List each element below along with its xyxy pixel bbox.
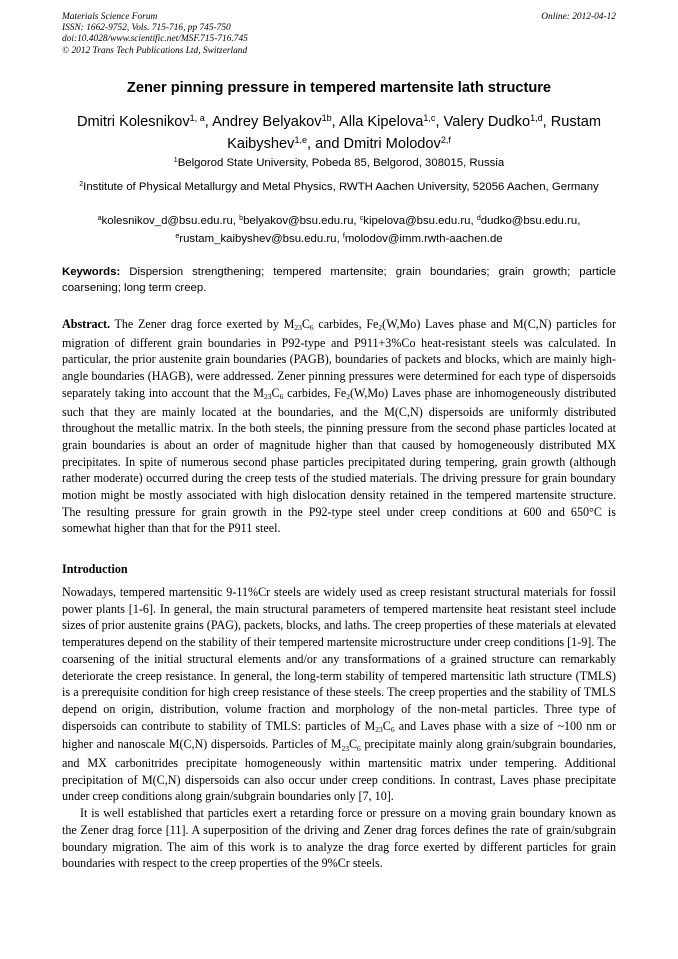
affiliation-text: Belgorod State University, Pobeda 85, Belgorod, 308015, Russia — [177, 157, 505, 169]
author-affiliation-marker: 1,e — [294, 135, 308, 146]
keywords-label: Keywords: — [62, 266, 121, 278]
abstract-label: Abstract. — [62, 317, 111, 331]
email-marker: f — [342, 233, 345, 241]
doi-line: doi:10.4028/www.scientific.net/MSF.715-716.745 — [62, 34, 248, 45]
issn-line: ISSN: 1662-9752, Vols. 715-716, pp 745-750 — [62, 23, 231, 34]
author-list: Dmitri Kolesnikov$^{1, a}$, Andrey Belyakov$^{1b}$, Alla Kipelova$^{1,c}$, Valery Dudko$^{1,d}$, Rustam Kaibyshev$^{1,e}$, and Dmitri Molodov$^{2,f}$ — [76, 113, 602, 152]
email-address: rustam_kaibyshev@bsu.edu.ru — [179, 233, 337, 245]
author-name: Valery Dudko — [443, 114, 531, 130]
email-marker: c — [359, 215, 364, 223]
email-marker: e — [175, 233, 180, 241]
email-marker: d — [476, 215, 481, 223]
author-name: Alla Kipelova — [338, 114, 424, 130]
introduction-body — [62, 584, 616, 872]
email-list: $^a$kolesnikov_d@bsu.edu.ru, $^b$belyakov@bsu.edu.ru, $^c$kipelova@bsu.edu.ru, $^d$dudko@bsu.edu.ru, $^e$rustam_kaibyshev@bsu.edu.ru, $^f$molodov@imm.rwth-aachen.de — [97, 215, 581, 245]
author-name: Andrey Belyakov — [212, 114, 322, 130]
journal-name: Materials Science Forum — [62, 12, 158, 22]
email-address: kolesnikov_d@bsu.edu.ru — [101, 215, 233, 227]
paper-title: Zener pinning pressure in tempered martensite lath structure — [126, 80, 552, 96]
paragraph: It is well established that particles exert a retarding force or pressure on a moving grain boundary known as the Zener drag force [11]. A superposition of the driving and Zener drag forces defines the rate of grain/subgrain boundary migration. The aim of this work is to analyze the drag force exerted by different particles for grain boundaries with respect to the creep properties of the 9%Cr steels. — [62, 806, 616, 871]
email-address: dudko@bsu.edu.ru — [480, 215, 578, 227]
running-header — [62, 12, 616, 57]
keywords — [62, 264, 616, 296]
email-address: kipelova@bsu.edu.ru — [363, 215, 471, 227]
affiliation-1 — [62, 155, 616, 173]
email-marker: a — [97, 215, 102, 223]
author-name: Dmitri Molodov — [343, 136, 441, 152]
author-affiliation-marker: 1,c — [423, 113, 436, 124]
affiliation-marker: 1 — [173, 157, 178, 165]
author-affiliation-marker: 2,f — [440, 135, 451, 146]
author-name: Rustam Kaibyshev — [227, 114, 602, 152]
affiliation-marker: 2 — [79, 181, 84, 189]
author-affiliation-marker: 1b — [321, 113, 332, 124]
affiliation-2 — [62, 179, 616, 197]
paragraph: Nowadays, tempered martensitic 9-11%Cr steels are widely used as creep resistant structural materials for fossil power plants [1-6]. In general, the main structural parameters of tempered martensite heat resistant steel include sizes of prior austenite grains (PAG), packets, blocks, and laths. The creep properties of these materials at elevated temperatures depend on the stability of their tempered martensite microstructure under creep conditions [1-9]. The coarsening of the initial structural elements and/or any transformations of a grained structure can remarkably deteriorate the creep resistance. In general, the long-term stability of tempered martensitic lath structure (TMLS) is a prerequisite condition for high creep resistance of these steels. The creep properties and the stability of TMLS depend on origin, distribution, volume fraction and morphology of the non-metal particles. Three type of dispersoids can contribute to stability of TMLS: particles of $M_{23}C_6$ and Laves phase with a size of ~100 nm or higher and nanoscale M(C,N) dispersoids. Particles of $M_{23}C_6$ precipitate mainly along grain/subgrain boundaries, and MX carbonitrides precipitate homogeneously within martensitic matrix under tempering. Additional precipitation of M(C,N) dispersoids can also occur under creep conditions. In contrast, Laves phase precipitate under creep conditions along grain/subgrain boundaries only [7, 10]. — [62, 585, 616, 804]
affiliation-text: Institute of Physical Metallurgy and Metal Physics, RWTH Aachen University, 52056 Aachen, Germany — [83, 181, 599, 193]
abstract-text: The Zener drag force exerted by $M_{23}C_6$ carbides, $Fe_2(W,Mo)$ Laves phase and M(C,N) particles for migration of different grain boundaries in P92-type and P911+3%Co heat-resistant steels was calculated. In particular, the prior austenite grain boundaries (PAGB), boundaries of packets and blocks, which are mainly high-angle boundaries (HAGB), were addressed. Zener pinning pressures were determined for each type of dispersoids separately taking into account that the $M_{23}C_6$ carbides, $Fe_2(W,Mo)$ Laves phase are inhomogeneously distributed such that they are mainly located at the boundaries, and the M(C,N) dispersoids are uniformly distributed throughout the metallic matrix. In the both steels, the pinning pressure from the second phase particles located at grain boundaries is about an order of magnitude higher than that caused by homogeneously distributed MX precipitates. In spite of numerous second phase particles precipitated during tempering, grain growth (although rather moderate) occurred during the creep tests of the studied materials. The driving pressure for grain boundary motion might be mostly associated with high dislocation density retained in the tempered martensite structure. The resulting pressure for grain growth in the P92-type steel under creep conditions at 600 and 650°C is somewhat higher than that for the P911 steel. — [62, 317, 616, 536]
email-address: belyakov@bsu.edu.ru — [243, 215, 354, 227]
abstract — [62, 316, 616, 537]
copyright-line: © 2012 Trans Tech Publications Ltd, Switzerland — [62, 45, 248, 56]
author-affiliation-marker: 1,d — [530, 113, 543, 124]
email-address: molodov@imm.rwth-aachen.de — [344, 233, 503, 245]
keywords-text: Dispersion strengthening; tempered martensite; grain boundaries; grain growth; particle coarsening; long term creep. — [62, 266, 616, 294]
email-marker: b — [239, 215, 244, 223]
author-name: Dmitri Kolesnikov — [76, 114, 190, 130]
author-affiliation-marker: 1, a — [189, 113, 205, 124]
online-date: Online: 2012-04-12 — [541, 12, 616, 22]
section-heading-introduction: Introduction — [62, 562, 128, 576]
